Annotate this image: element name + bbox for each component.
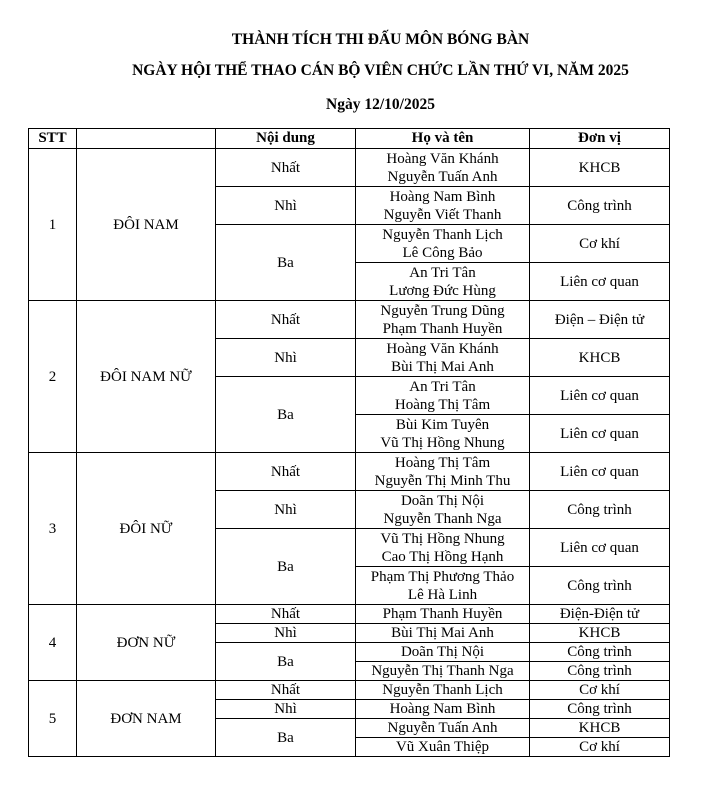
player-name: An Tri Tân bbox=[409, 264, 476, 281]
player-names-cell bbox=[356, 301, 530, 339]
player-name: Cao Thị Hồng Hạnh bbox=[381, 548, 504, 565]
player-name: Hoàng Nam Bình bbox=[389, 701, 496, 717]
document-date: Ngày 12/10/2025 bbox=[326, 96, 435, 113]
player-names-cell bbox=[356, 491, 530, 529]
unit-cell: Công trình bbox=[530, 662, 670, 681]
unit-cell: Liên cơ quan bbox=[530, 415, 670, 453]
player-name: Nguyễn Thị Thanh Nga bbox=[371, 663, 514, 679]
event-cell: ĐÔI NAM NỮ bbox=[77, 301, 216, 453]
player-names-cell bbox=[356, 149, 530, 187]
results-table bbox=[28, 128, 670, 757]
player-names-cell bbox=[356, 529, 530, 567]
rank-cell: Nhì bbox=[216, 339, 356, 377]
unit-cell: Cơ khí bbox=[530, 738, 670, 757]
rank-cell: Nhất bbox=[216, 605, 356, 624]
player-name: Nguyễn Thanh Nga bbox=[383, 510, 502, 527]
event-cell: ĐƠN NAM bbox=[77, 681, 216, 757]
player-name: Nguyễn Trung Dũng bbox=[380, 302, 505, 319]
player-name: An Tri Tân bbox=[409, 378, 476, 395]
player-name: Hoàng Thị Tâm bbox=[394, 454, 491, 471]
player-name: Hoàng Văn Khánh bbox=[386, 150, 499, 167]
player-names-cell bbox=[356, 415, 530, 453]
table-row bbox=[29, 301, 670, 339]
player-name: Vũ Thị Hồng Nhung bbox=[380, 530, 505, 547]
player-name: Bùi Thị Mai Anh bbox=[391, 358, 494, 375]
stt-cell: 1 bbox=[29, 149, 77, 301]
header-event bbox=[77, 129, 216, 149]
player-names-cell bbox=[356, 624, 530, 643]
table-row bbox=[29, 681, 670, 700]
rank-cell: Ba bbox=[216, 225, 356, 301]
player-names-cell bbox=[356, 339, 530, 377]
unit-cell: Công trình bbox=[530, 643, 670, 662]
unit-cell: Công trình bbox=[530, 187, 670, 225]
unit-cell: Công trình bbox=[530, 491, 670, 529]
player-name: Lương Đức Hùng bbox=[389, 282, 496, 299]
unit-cell: KHCB bbox=[530, 624, 670, 643]
unit-cell: Cơ khí bbox=[530, 225, 670, 263]
header-unit: Đơn vị bbox=[530, 129, 670, 149]
rank-cell: Nhì bbox=[216, 491, 356, 529]
unit-cell: Công trình bbox=[530, 567, 670, 605]
table-header-row bbox=[29, 129, 670, 149]
player-names-cell bbox=[356, 225, 530, 263]
rank-cell: Nhất bbox=[216, 453, 356, 491]
player-names-cell bbox=[356, 681, 530, 700]
player-names-cell bbox=[356, 719, 530, 738]
player-name: Lê Hà Linh bbox=[407, 586, 478, 603]
header-name: Họ và tên bbox=[356, 129, 530, 149]
player-name: Vũ Xuân Thiệp bbox=[395, 739, 490, 755]
player-name: Phạm Thanh Huyền bbox=[382, 320, 503, 337]
player-names-cell bbox=[356, 377, 530, 415]
player-name: Nguyễn Tuấn Anh bbox=[387, 720, 498, 736]
table-row bbox=[29, 149, 670, 187]
rank-cell: Ba bbox=[216, 719, 356, 757]
stt-cell: 5 bbox=[29, 681, 77, 757]
rank-cell: Nhất bbox=[216, 301, 356, 339]
event-cell: ĐÔI NAM bbox=[77, 149, 216, 301]
unit-cell: Điện-Điện tử bbox=[530, 605, 670, 624]
player-name: Phạm Thị Phương Thảo bbox=[370, 568, 515, 585]
player-name: Hoàng Văn Khánh bbox=[386, 340, 499, 357]
header-stt: STT bbox=[29, 129, 77, 149]
player-name: Vũ Thị Hồng Nhung bbox=[380, 434, 505, 451]
player-name: Doãn Thị Nội bbox=[400, 492, 485, 509]
player-names-cell bbox=[356, 605, 530, 624]
document-title: THÀNH TÍCH THI ĐẤU MÔN BÓNG BÀN bbox=[231, 31, 530, 48]
stt-cell: 2 bbox=[29, 301, 77, 453]
unit-cell: KHCB bbox=[530, 339, 670, 377]
event-cell: ĐÔI NỮ bbox=[77, 453, 216, 605]
rank-cell: Ba bbox=[216, 529, 356, 605]
rank-cell: Ba bbox=[216, 377, 356, 453]
player-names-cell bbox=[356, 453, 530, 491]
unit-cell: Điện – Điện tử bbox=[530, 301, 670, 339]
player-name: Doãn Thị Nội bbox=[400, 644, 485, 660]
unit-cell: Liên cơ quan bbox=[530, 377, 670, 415]
player-name: Nguyễn Viết Thanh bbox=[383, 206, 502, 223]
unit-cell: KHCB bbox=[530, 149, 670, 187]
player-name: Nguyễn Tuấn Anh bbox=[387, 168, 498, 185]
rank-cell: Ba bbox=[216, 643, 356, 681]
header-rank: Nội dung bbox=[216, 129, 356, 149]
player-name: Nguyễn Thanh Lịch bbox=[382, 682, 503, 698]
event-cell: ĐƠN NỮ bbox=[77, 605, 216, 681]
table-row bbox=[29, 453, 670, 491]
stt-cell: 3 bbox=[29, 453, 77, 605]
rank-cell: Nhì bbox=[216, 624, 356, 643]
document-subtitle: NGÀY HỘI THỂ THAO CÁN BỘ VIÊN CHỨC LẦN THỨ VI, NĂM 2025 bbox=[132, 62, 629, 79]
player-name: Hoàng Nam Bình bbox=[389, 188, 496, 205]
player-name: Phạm Thanh Huyền bbox=[382, 606, 503, 622]
unit-cell: Công trình bbox=[530, 700, 670, 719]
player-names-cell bbox=[356, 263, 530, 301]
player-name: Bùi Kim Tuyên bbox=[395, 416, 490, 433]
unit-cell: KHCB bbox=[530, 719, 670, 738]
player-name: Lê Công Bảo bbox=[402, 244, 483, 261]
player-names-cell bbox=[356, 643, 530, 662]
rank-cell: Nhì bbox=[216, 187, 356, 225]
stt-cell: 4 bbox=[29, 605, 77, 681]
player-names-cell bbox=[356, 662, 530, 681]
player-name: Nguyễn Thanh Lịch bbox=[382, 226, 503, 243]
rank-cell: Nhất bbox=[216, 681, 356, 700]
rank-cell: Nhì bbox=[216, 700, 356, 719]
table-row bbox=[29, 605, 670, 624]
table-body bbox=[29, 149, 670, 757]
rank-cell: Nhất bbox=[216, 149, 356, 187]
player-names-cell bbox=[356, 738, 530, 757]
player-names-cell bbox=[356, 567, 530, 605]
unit-cell: Liên cơ quan bbox=[530, 453, 670, 491]
unit-cell: Liên cơ quan bbox=[530, 529, 670, 567]
player-names-cell bbox=[356, 700, 530, 719]
player-name: Hoàng Thị Tâm bbox=[394, 396, 491, 413]
unit-cell: Cơ khí bbox=[530, 681, 670, 700]
player-names-cell bbox=[356, 187, 530, 225]
player-name: Nguyễn Thị Minh Thu bbox=[374, 472, 511, 489]
player-name: Bùi Thị Mai Anh bbox=[391, 625, 494, 641]
unit-cell: Liên cơ quan bbox=[530, 263, 670, 301]
